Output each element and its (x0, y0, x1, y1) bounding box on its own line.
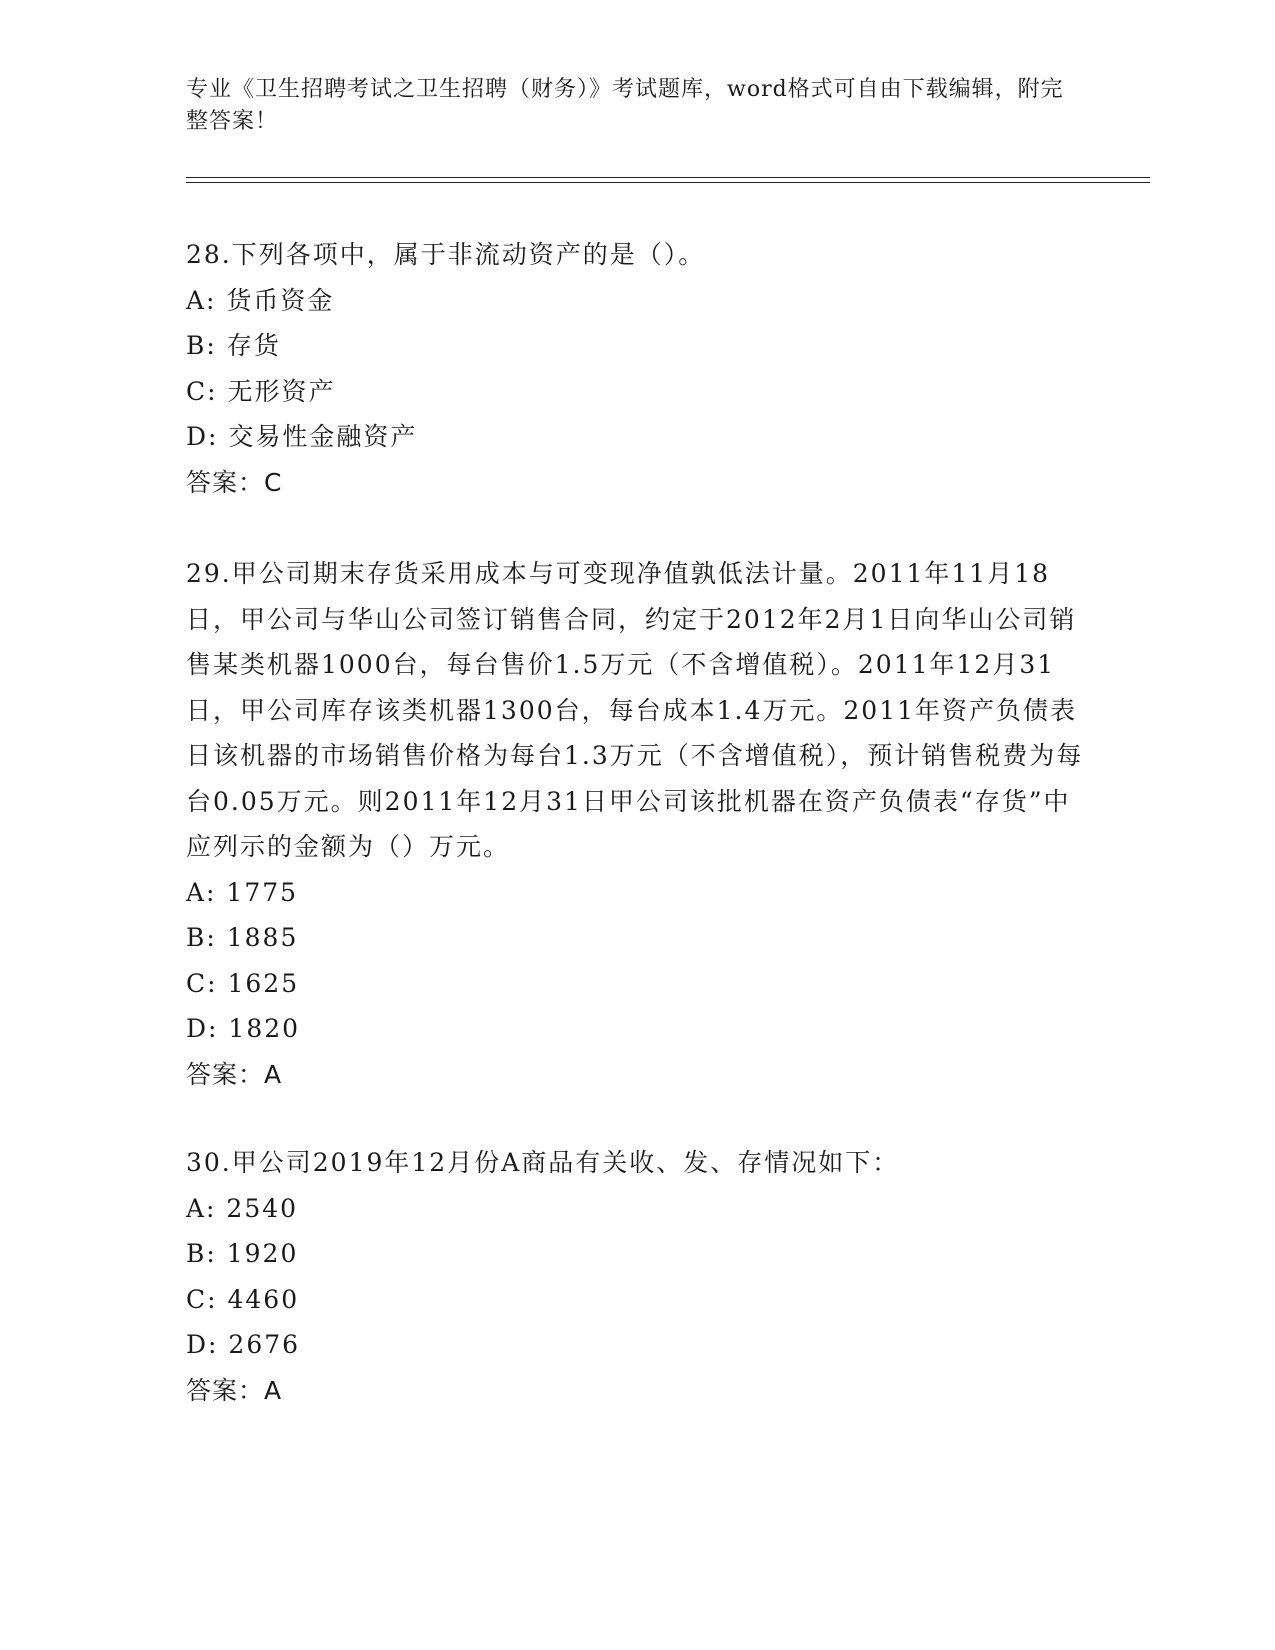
question-28 (186, 232, 1086, 505)
question-stem: 28.下列各项中，属于非流动资产的是（）。 (186, 240, 706, 269)
option-a: A: 货币资金 (186, 285, 335, 315)
option-d: D: 交易性金融资产 (186, 422, 418, 451)
answer-line: 答案：A (186, 1375, 283, 1405)
option-d: D: 1820 (186, 1014, 301, 1043)
answer-line: 答案：A (186, 1059, 283, 1089)
question-30 (186, 1140, 1086, 1413)
option-a: A: 1775 (186, 877, 299, 907)
question-29 (186, 551, 1086, 1097)
option-a: A: 2540 (186, 1193, 299, 1223)
answer-line: 答案：C (186, 467, 283, 497)
option-b: B: 1885 (186, 923, 299, 952)
option-b: B: 存货 (186, 331, 281, 360)
question-stem: 29.甲公司期末存货采用成本与可变现净值孰低法计量。2011年11月18日，甲公司与华山公司签订销售合同，约定于2012年2月1日向华山公司销售某类机器1000台，每台售价1.5万元（不含增值税）。2011年12月31日，甲公司库存该类机器1300台，每台成本1.4万元。2011年资产负债表日该机器的市场销售价格为每台1.3万元（不含增值税），预计销售税费为每台0.05万元。则2011年12月31日甲公司该批机器在资产负债表“存货”中应列示的金额为（）万元。 (186, 559, 1084, 861)
option-c: C: 1625 (186, 968, 300, 998)
document-header: 专业《卫生招聘考试之卫生招聘（财务）》考试题库，word格式可自由下载编辑，附完整答案！ (186, 77, 1064, 134)
option-c: C: 4460 (186, 1284, 300, 1314)
header-divider-bottom (186, 182, 1150, 183)
option-b: B: 1920 (186, 1239, 299, 1268)
question-stem: 30.甲公司2019年12月份A商品有关收、发、存情况如下： (186, 1148, 900, 1177)
header-divider-top (186, 177, 1150, 178)
option-c: C: 无形资产 (186, 376, 336, 406)
option-d: D: 2676 (186, 1330, 301, 1359)
